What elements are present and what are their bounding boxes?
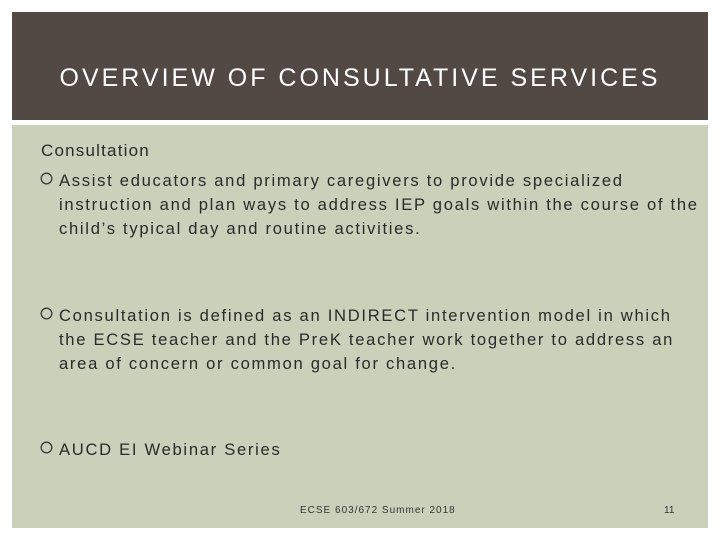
circle-bullet-icon [40, 172, 53, 185]
content-heading: Consultation [41, 141, 150, 160]
circle-bullet-icon [40, 441, 53, 454]
bullet-text: Assist educators and primary caregivers to provide specialized instruction and plan ways to address IEP goals within the course of the child’s typical day and routine activities. [59, 171, 699, 238]
bullet-item [40, 438, 700, 462]
bullet-text: AUCD EI Webinar Series [59, 440, 282, 459]
slide-title: OVERVIEW OF CONSULTATIVE SERVICES [59, 64, 661, 92]
page-number: 11 [664, 505, 675, 516]
bullet-text: Consultation is defined as an INDIRECT intervention model in which the ECSE teacher and the PreK teacher work together to address an area of concern or common goal for change. [59, 306, 675, 373]
bullet-item [40, 169, 700, 241]
slide-footer: ECSE 603/672 Summer 2018 [300, 505, 456, 516]
title-bar [12, 12, 708, 120]
slide-content [12, 125, 708, 528]
bullet-item [40, 304, 700, 376]
circle-bullet-icon [40, 307, 53, 320]
